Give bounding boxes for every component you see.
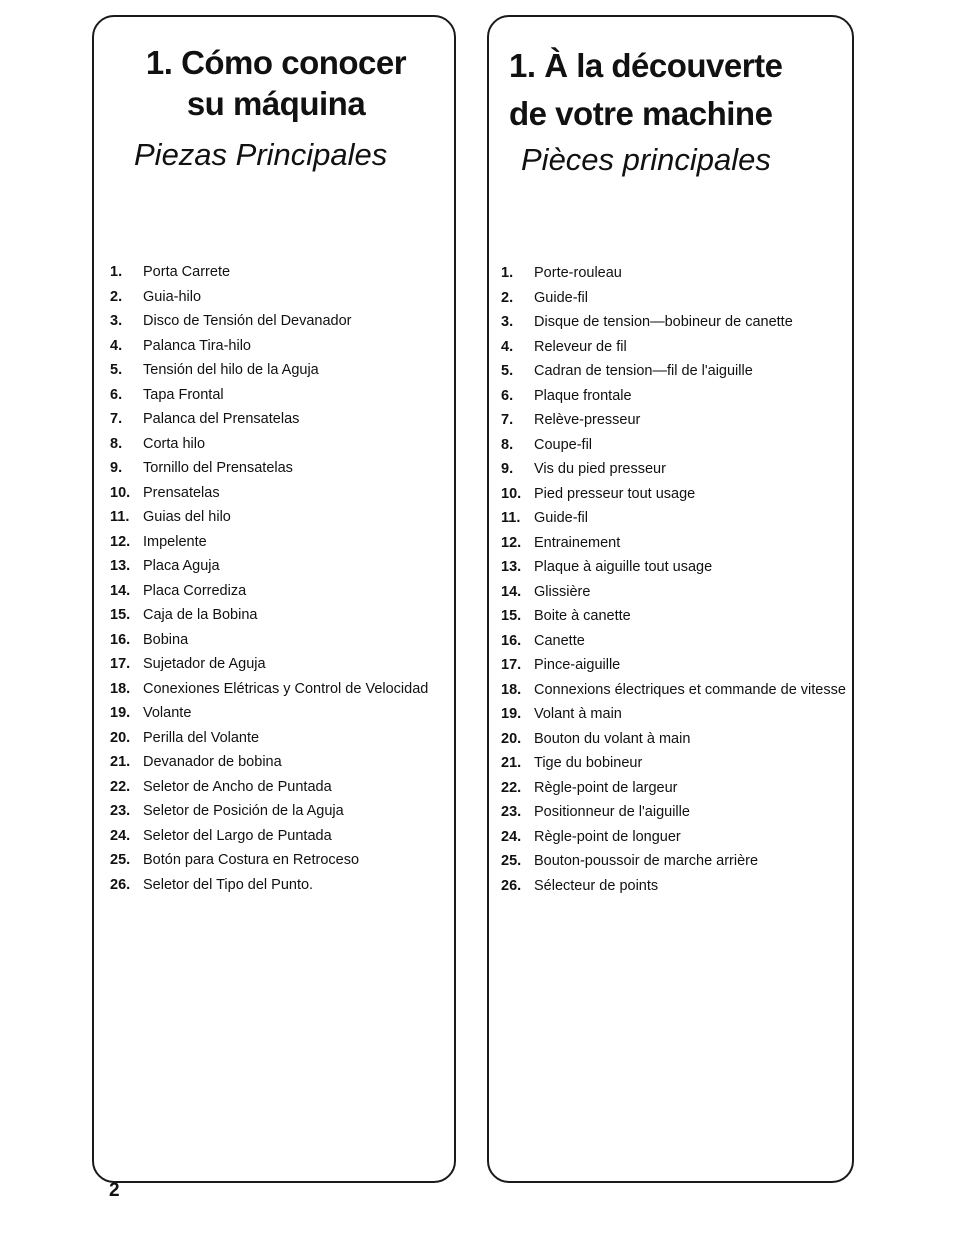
french-part-item: [501, 849, 846, 874]
french-part-item: [501, 825, 846, 850]
part-number: 26.: [110, 876, 131, 893]
spanish-part-item: [110, 383, 435, 408]
part-number: 3.: [110, 313, 123, 329]
spanish-part-item: [110, 701, 435, 726]
spanish-parts-list: [110, 260, 435, 897]
spanish-part-item: [110, 456, 435, 481]
part-label: Caja de la Bobina: [143, 607, 258, 623]
part-number: 2.: [110, 288, 123, 305]
part-number: 21.: [501, 755, 522, 771]
french-section-subtitle: Pièces principales: [521, 142, 771, 177]
french-part-item: [501, 384, 846, 409]
french-part-item: [501, 457, 846, 482]
part-label: Tornillo del Prensatelas: [143, 460, 293, 476]
part-label: Seletor de Ancho de Puntada: [143, 778, 332, 795]
part-number: 7.: [110, 411, 123, 427]
part-number: 10.: [110, 484, 131, 501]
spanish-part-item: [110, 432, 435, 457]
part-number: 16.: [110, 631, 131, 648]
spanish-part-item: [110, 530, 435, 555]
part-number: 12.: [501, 534, 522, 551]
part-label: Bobina: [143, 631, 189, 648]
french-part-item: [501, 433, 846, 458]
french-parts-list: [501, 261, 846, 898]
part-number: 8.: [501, 436, 514, 453]
part-label: Entrainement: [534, 534, 621, 551]
spanish-part-item: [110, 260, 435, 285]
french-section-panel: [487, 15, 854, 1183]
part-label: Boite à canette: [534, 608, 631, 624]
spanish-part-item: [110, 579, 435, 604]
part-label: Seletor del Tipo del Punto.: [143, 876, 314, 893]
part-number: 7.: [501, 412, 514, 428]
part-number: 17.: [501, 657, 522, 673]
part-number: 24.: [501, 828, 522, 845]
part-label: Botón para Costura en Retroceso: [143, 852, 360, 868]
french-section-title: 1. À la découverte de votre machine: [509, 47, 783, 132]
part-number: 16.: [501, 632, 522, 649]
french-part-item: [501, 727, 846, 752]
part-label: Corta hilo: [143, 435, 206, 452]
french-part-item: [501, 874, 846, 899]
part-label: Tensión del hilo de la Aguja: [143, 362, 319, 378]
part-number: 17.: [110, 656, 131, 672]
spanish-part-item: [110, 505, 435, 530]
french-part-item: [501, 261, 846, 286]
part-label: Vis du pied presseur: [534, 461, 666, 477]
part-label: Connexions électriques et commande de vitesse: [534, 681, 846, 698]
french-part-item: [501, 506, 846, 531]
part-label: Perilla del Volante: [143, 729, 260, 746]
part-number: 20.: [501, 730, 522, 747]
part-label: Prensatelas: [143, 484, 220, 501]
part-number: 4.: [110, 337, 123, 354]
french-part-item: [501, 604, 846, 629]
part-label: Impelente: [143, 533, 207, 550]
part-number: 18.: [501, 681, 522, 698]
spanish-part-item: [110, 358, 435, 383]
part-number: 13.: [501, 559, 522, 575]
part-label: Glissière: [534, 583, 591, 600]
part-number: 20.: [110, 729, 131, 746]
part-label: Disco de Tensión del Devanador: [143, 313, 352, 329]
part-number: 14.: [110, 582, 131, 599]
french-part-item: [501, 751, 846, 776]
part-label: Conexiones Elétricas y Control de Velocidad: [143, 680, 429, 697]
part-label: Cadran de tension—fil de l'aiguille: [534, 363, 753, 379]
part-number: 21.: [110, 754, 131, 770]
part-number: 19.: [110, 705, 131, 721]
french-part-item: [501, 359, 846, 384]
part-number: 6.: [501, 387, 514, 404]
part-label: Bouton-poussoir de marche arrière: [534, 853, 759, 869]
spanish-part-item: [110, 775, 435, 800]
part-number: 14.: [501, 583, 522, 600]
spanish-part-item: [110, 799, 435, 824]
part-label: Porta Carrete: [143, 264, 231, 280]
spanish-section-title: 1. Cómo conocer su máquina: [145, 44, 407, 122]
part-number: 9.: [501, 461, 514, 477]
part-number: 22.: [110, 778, 131, 795]
french-part-item: [501, 555, 846, 580]
spanish-part-item: [110, 407, 435, 432]
part-number: 23.: [110, 803, 131, 819]
spanish-section-subtitle: Piezas Principales: [134, 137, 388, 172]
spanish-part-item: [110, 652, 435, 677]
part-label: Palanca Tira-hilo: [143, 337, 251, 354]
part-number: 1.: [501, 265, 514, 281]
part-label: Devanador de bobina: [143, 754, 282, 770]
spanish-part-item: [110, 824, 435, 849]
spanish-part-item: [110, 334, 435, 359]
part-number: 22.: [501, 779, 522, 796]
spanish-section-panel: [92, 15, 456, 1183]
part-label: Positionneur de l'aiguille: [534, 804, 690, 820]
part-label: Guide-fil: [534, 510, 588, 526]
part-label: Relève-presseur: [534, 412, 641, 428]
part-label: Canette: [534, 632, 585, 649]
part-number: 2.: [501, 289, 514, 306]
french-part-item: [501, 408, 846, 433]
part-label: Palanca del Prensatelas: [143, 411, 300, 427]
part-number: 23.: [501, 804, 522, 820]
french-part-item: [501, 286, 846, 311]
part-label: Sélecteur de points: [534, 877, 659, 894]
part-label: Tige du bobineur: [534, 755, 643, 771]
part-number: 4.: [501, 338, 514, 355]
spanish-part-item: [110, 873, 435, 898]
part-label: Porte-rouleau: [534, 265, 622, 281]
part-number: 24.: [110, 827, 131, 844]
part-number: 25.: [110, 852, 131, 868]
part-label: Seletor del Largo de Puntada: [143, 827, 332, 844]
part-label: Règle-point de largeur: [534, 779, 678, 796]
part-label: Plaque à aiguille tout usage: [534, 559, 713, 575]
part-number: 6.: [110, 386, 123, 403]
french-part-item: [501, 482, 846, 507]
part-label: Volante: [143, 705, 192, 721]
french-part-item: [501, 800, 846, 825]
french-part-item: [501, 531, 846, 556]
part-label: Volant à main: [534, 706, 622, 722]
french-part-item: [501, 776, 846, 801]
part-label: Guia-hilo: [143, 288, 202, 305]
part-label: Seletor de Posición de la Aguja: [143, 803, 344, 819]
spanish-part-item: [110, 603, 435, 628]
part-number: 3.: [501, 314, 514, 330]
french-part-item: [501, 678, 846, 703]
part-label: Releveur de fil: [534, 338, 627, 355]
part-label: Placa Corrediza: [143, 582, 247, 599]
spanish-part-item: [110, 309, 435, 334]
page-number: 2: [109, 1180, 120, 1201]
part-number: 5.: [501, 363, 514, 379]
spanish-part-item: [110, 750, 435, 775]
spanish-part-item: [110, 481, 435, 506]
part-number: 13.: [110, 558, 131, 574]
part-label: Bouton du volant à main: [534, 730, 691, 747]
french-part-item: [501, 310, 846, 335]
part-number: 9.: [110, 460, 123, 476]
part-label: Sujetador de Aguja: [143, 656, 266, 672]
french-part-item: [501, 580, 846, 605]
part-number: 19.: [501, 706, 522, 722]
french-part-item: [501, 653, 846, 678]
part-label: Guias del hilo: [143, 509, 231, 525]
spanish-part-item: [110, 848, 435, 873]
part-number: 11.: [110, 509, 130, 525]
part-label: Placa Aguja: [143, 558, 220, 574]
spanish-part-item: [110, 726, 435, 751]
part-number: 11.: [501, 510, 521, 526]
part-number: 15.: [110, 607, 131, 623]
part-label: Plaque frontale: [534, 387, 632, 404]
part-label: Guide-fil: [534, 289, 588, 306]
part-number: 26.: [501, 877, 522, 894]
part-label: Tapa Frontal: [143, 386, 224, 403]
part-label: Pince-aiguille: [534, 657, 621, 673]
part-number: 5.: [110, 362, 123, 378]
french-part-item: [501, 629, 846, 654]
spanish-part-item: [110, 628, 435, 653]
french-part-item: [501, 702, 846, 727]
part-number: 18.: [110, 680, 131, 697]
french-part-item: [501, 335, 846, 360]
part-number: 1.: [110, 264, 123, 280]
part-label: Disque de tension—bobineur de canette: [534, 314, 793, 330]
part-number: 8.: [110, 435, 123, 452]
part-label: Règle-point de longuer: [534, 828, 681, 845]
part-label: Coupe-fil: [534, 436, 593, 453]
part-number: 10.: [501, 485, 522, 502]
spanish-part-item: [110, 554, 435, 579]
spanish-part-item: [110, 285, 435, 310]
part-number: 15.: [501, 608, 522, 624]
part-number: 25.: [501, 853, 522, 869]
part-label: Pied presseur tout usage: [534, 485, 696, 502]
spanish-part-item: [110, 677, 435, 702]
part-number: 12.: [110, 533, 131, 550]
